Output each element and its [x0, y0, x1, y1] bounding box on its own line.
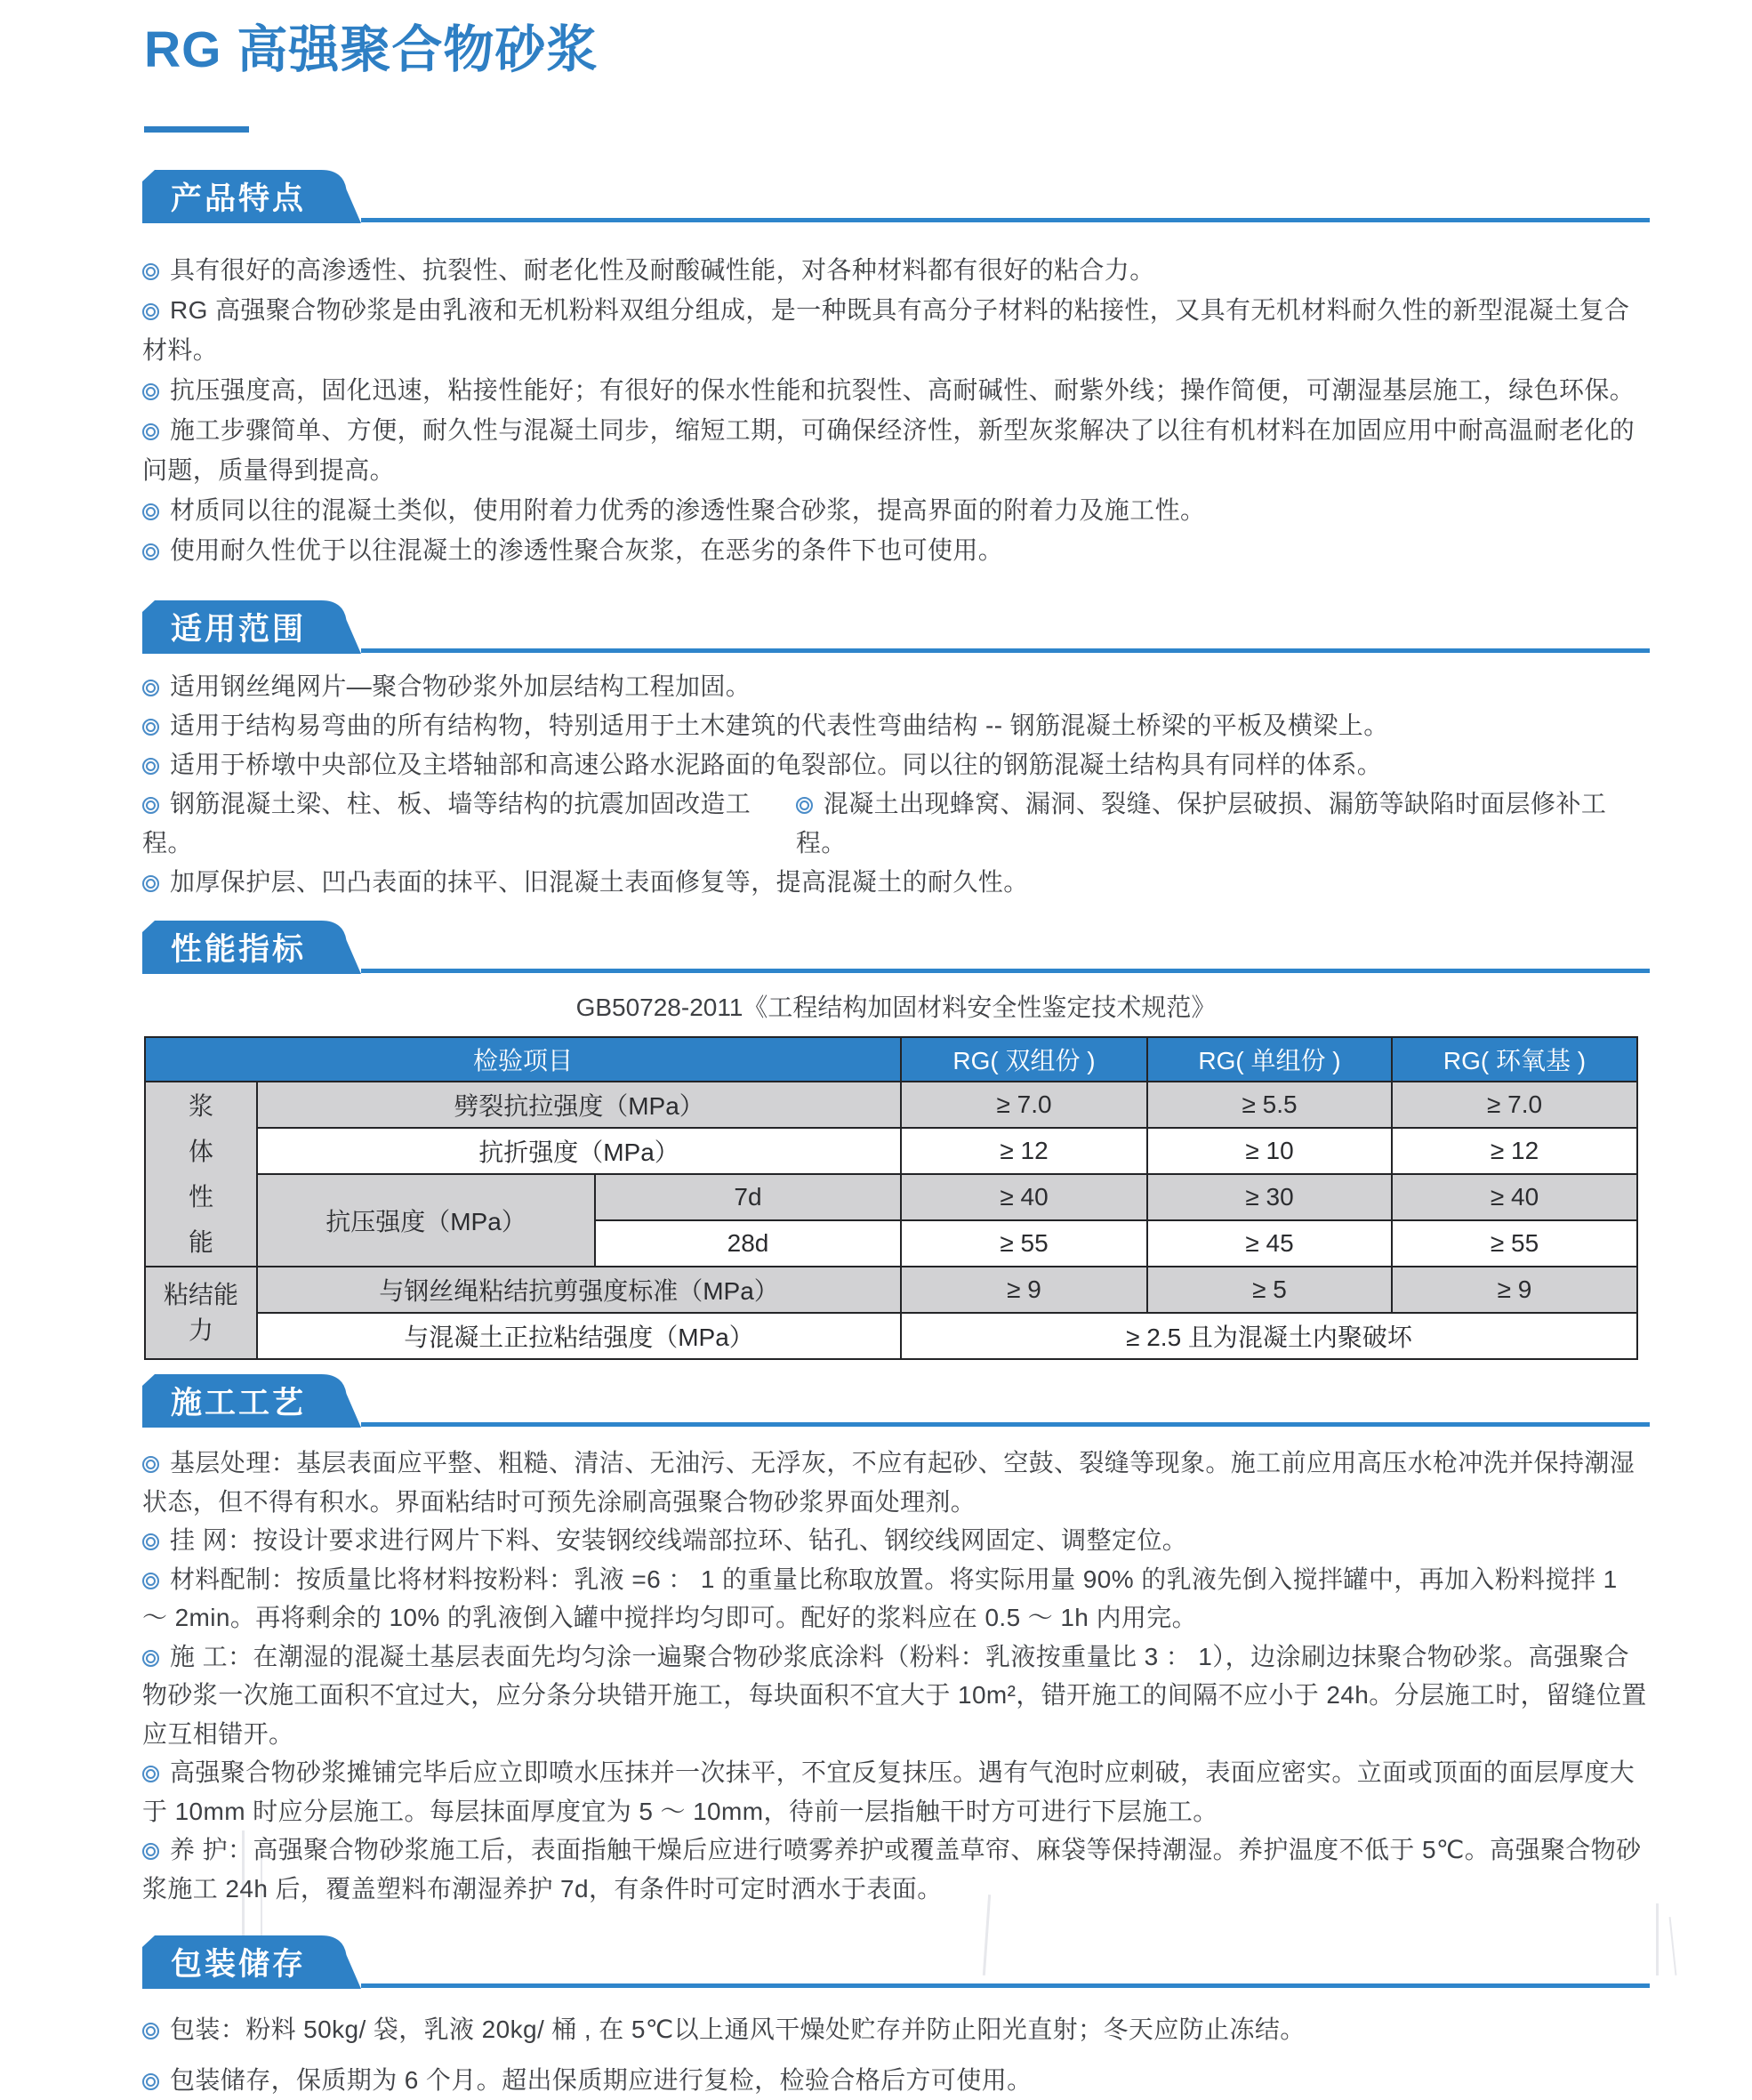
section-header-features [142, 170, 1650, 223]
scope-text: 适用于桥墩中央部位及主塔轴部和高速公路水泥路面的龟裂部位。同以往的钢筋混凝土结构具有同样的体系。 [170, 751, 1383, 778]
table-cell-name: 抗压强度（MPa） [257, 1174, 595, 1267]
scope-text: 混凝土出现蜂窝、漏洞、裂缝、保护层破损、漏筋等缺陷时面层修补工程。 [795, 790, 1607, 857]
table-cell-value-merged: ≥ 2.5 且为混凝土内聚破坏 [901, 1313, 1637, 1359]
bullet-icon [142, 758, 159, 775]
table-row-split-tensile [145, 1082, 1637, 1128]
table-header-rg2: RG( 双组份 ) [901, 1037, 1147, 1082]
table-cell-value: ≥ 12 [1392, 1128, 1637, 1174]
table-cell-value: ≥ 7.0 [1392, 1082, 1637, 1128]
packaging-text: 包装：粉料 50kg/ 袋，乳液 20kg/ 桶 , 在 5℃以上通风干燥处贮存并防止阳光直射；冬天应防止冻结。 [170, 2016, 1306, 2043]
table-cell-value: ≥ 40 [1392, 1174, 1637, 1220]
section-divider-line [361, 969, 1650, 973]
table-cell-value: ≥ 55 [901, 1220, 1147, 1267]
feature-text: 施工步骤简单、方便，耐久性与混凝土同步，缩短工期，可确保经济性，新型灰浆解决了以往有机材料在加固应用中耐高温耐老化的问题，质量得到提高。 [142, 416, 1635, 484]
watermark-sketch-line [1669, 1917, 1677, 1975]
bullet-icon [142, 1533, 159, 1550]
page-title: RG 高强聚合物砂浆 [144, 21, 599, 78]
bullet-icon [142, 875, 159, 892]
bullet-icon [796, 797, 813, 814]
bullet-icon [142, 1843, 159, 1860]
bullet-icon [142, 797, 159, 814]
group-label-slurry: 浆体性能 [145, 1082, 257, 1267]
scope-text: 适用于结构易弯曲的所有结构物，特别适用于土木建筑的代表性弯曲结构 -- 钢筋混凝土桥梁的平板及横梁上。 [170, 712, 1389, 739]
bullet-icon [142, 423, 159, 440]
scope-text: 钢筋混凝土梁、柱、板、墙等结构的抗震加固改造工程。 [142, 790, 751, 857]
table-header-rg1: RG( 单组份 ) [1147, 1037, 1392, 1082]
packaging-text: 包装储存，保质期为 6 个月。超出保质期应进行复检，检验合格后方可使用。 [170, 2066, 1033, 2094]
feature-text: 使用耐久性优于以往混凝土的渗透性聚合灰浆，在恶劣的条件下也可使用。 [170, 536, 1004, 564]
performance-badge [142, 921, 361, 974]
features-list [142, 250, 1650, 570]
table-cell-value: ≥ 40 [901, 1174, 1147, 1220]
section-divider-line [361, 1983, 1650, 1988]
feature-text: 具有很好的高渗透性、抗裂性、耐老化性及耐酸碱性能，对各种材料都有很好的粘合力。 [170, 256, 1155, 284]
bullet-icon [142, 303, 159, 320]
feature-text: 材质同以往的混凝土类似，使用附着力优秀的渗透性聚合砂浆，提高界面的附着力及施工性。 [170, 496, 1206, 524]
scope-item [142, 784, 796, 863]
bullet-icon [142, 1573, 159, 1589]
group-label-bond: 粘结能力 [145, 1267, 257, 1359]
section-title: 性能指标 [170, 932, 306, 967]
table-header-row [145, 1037, 1637, 1082]
watermark-sketch-line [1656, 1903, 1659, 1975]
scope-item [142, 745, 1650, 784]
table-row-tensile-bond [145, 1313, 1637, 1359]
section-title: 适用范围 [170, 612, 306, 647]
table-row-flexural [145, 1128, 1637, 1174]
bullet-icon [142, 503, 159, 520]
feature-item [142, 490, 1650, 530]
table-cell-value: ≥ 45 [1147, 1220, 1392, 1267]
bullet-icon [142, 383, 159, 400]
process-text: 挂 网：按设计要求进行网片下料、安装钢绞线端部拉环、钻孔、钢绞线网固定、调整定位。 [170, 1526, 1188, 1554]
scope-list [142, 667, 1650, 902]
section-header-process [142, 1374, 1650, 1428]
section-title: 产品特点 [170, 181, 306, 216]
section-title: 施工工艺 [170, 1386, 306, 1420]
content-column [142, 0, 1650, 2100]
table-cell-age: 7d [595, 1174, 901, 1220]
packaging-badge [142, 1935, 361, 1989]
section-header-performance [142, 921, 1650, 974]
table-cell-value: ≥ 5 [1147, 1267, 1392, 1313]
feature-text: RG 高强聚合物砂浆是由乳液和无机粉料双组分组成，是一种既具有高分子材料的粘接性，又具有无机材料耐久性的新型混凝土复合材料。 [142, 296, 1630, 364]
process-step [142, 1830, 1650, 1908]
table-cell-name: 劈裂抗拉强度（MPa） [257, 1082, 901, 1128]
table-cell-value: ≥ 10 [1147, 1128, 1392, 1174]
scope-item [142, 667, 1650, 706]
table-row-compressive-7d [145, 1174, 1637, 1220]
process-step [142, 1444, 1650, 1521]
bullet-icon [142, 719, 159, 736]
table-cell-value: ≥ 9 [1392, 1267, 1637, 1313]
feature-item [142, 250, 1650, 290]
packaging-item [142, 2010, 1650, 2049]
process-step [142, 1753, 1650, 1830]
table-cell-value: ≥ 7.0 [901, 1082, 1147, 1128]
section-divider-line [361, 1422, 1650, 1427]
table-cell-value: ≥ 5.5 [1147, 1082, 1392, 1128]
section-divider-line [361, 218, 1650, 222]
bullet-icon [142, 2023, 159, 2040]
process-step [142, 1637, 1650, 1754]
process-text: 基层处理：基层表面应平整、粗糙、清洁、无油污、无浮灰，不应有起砂、空鼓、裂缝等现象。施工前应用高压水枪冲洗并保持潮湿状态，但不得有积水。界面粘结时可预先涂刷高强聚合物砂浆界面处理剂。 [142, 1449, 1635, 1516]
bullet-icon [142, 680, 159, 696]
section-header-packaging [142, 1935, 1650, 1989]
process-step [142, 1560, 1650, 1637]
table-cell-value: ≥ 30 [1147, 1174, 1392, 1220]
scope-badge [142, 600, 361, 654]
bullet-icon [142, 2073, 159, 2090]
bullet-icon [142, 263, 159, 280]
table-cell-value: ≥ 12 [901, 1128, 1147, 1174]
feature-item [142, 530, 1650, 570]
table-cell-name: 与混凝土正拉粘结强度（MPa） [257, 1313, 901, 1359]
process-list [142, 1444, 1650, 1908]
bullet-icon [142, 543, 159, 560]
standard-caption: GB50728-2011《工程结构加固材料安全性鉴定技术规范》 [575, 994, 1217, 1021]
table-row-shear-bond [145, 1267, 1637, 1313]
table-cell-age: 28d [595, 1220, 901, 1267]
scope-item [796, 784, 1650, 863]
table-cell-name: 与钢丝绳粘结抗剪强度标准（MPa） [257, 1267, 901, 1313]
section-divider-line [361, 648, 1650, 653]
process-badge [142, 1374, 361, 1428]
process-text: 养 护：高强聚合物砂浆施工后，表面指触干燥后应进行喷雾养护或覆盖草帘、麻袋等保持潮湿。养护温度不低于 5℃。高强聚合物砂浆施工 24h 后，覆盖塑料布潮湿养护 7d，有条件时可定时洒水于表面。 [142, 1836, 1642, 1903]
feature-item [142, 370, 1650, 410]
table-header-epoxy: RG( 环氧基 ) [1392, 1037, 1637, 1082]
title-underline [144, 126, 249, 133]
feature-text: 抗压强度高，固化迅速，粘接性能好；有很好的保水性能和抗裂性、高耐碱性、耐紫外线；操作简便，可潮湿基层施工，绿色环保。 [170, 376, 1635, 404]
scope-text: 适用钢丝绳网片—聚合物砂浆外加层结构工程加固。 [170, 672, 751, 700]
scope-text: 加厚保护层、凹凸表面的抹平、旧混凝土表面修复等，提高混凝土的耐久性。 [170, 868, 1029, 896]
bullet-icon [142, 1456, 159, 1473]
process-text: 高强聚合物砂浆摊铺完毕后应立即喷水压抹并一次抹平，不宜反复抹压。遇有气泡时应刺破，表面应密实。立面或顶面的面层厚度大于 10mm 时应分层施工。每层抹面厚度宜为 5 ～ 10mm，待前一层指触干时方可进行下层施工。 [142, 1758, 1635, 1825]
table-cell-value: ≥ 55 [1392, 1220, 1637, 1267]
packaging-list [142, 2010, 1650, 2100]
feature-item [142, 290, 1650, 370]
scope-item [142, 706, 1650, 745]
process-text: 材料配制：按质量比将材料按粉料：乳液 =6 ： 1 的重量比称取放置。将实际用量 90% 的乳液先倒入搅拌罐中，再加入粉料搅拌 1 ～ 2min。再将剩余的 10% 的乳液倒入罐中搅拌均匀即可。配好的浆料应在 0.5 ～ 1h 内用完。 [142, 1565, 1618, 1631]
table-cell-name: 抗折强度（MPa） [257, 1128, 901, 1174]
packaging-item [142, 2061, 1650, 2100]
process-text: 施 工：在潮湿的混凝土基层表面先均匀涂一遍聚合物砂浆底涂料（粉料：乳液按重量比 3 ： 1），边涂刷边抹聚合物砂浆。高强聚合物砂浆一次施工面积不宜过大，应分条分块错开施工，每块面积不宜大于 10m²，错开施工的间隔不应小于 24h。分层施工时，留缝位置应互相错开。 [142, 1642, 1647, 1748]
feature-item [142, 410, 1650, 490]
performance-table [144, 1036, 1638, 1360]
process-step [142, 1521, 1650, 1560]
features-badge [142, 170, 361, 223]
section-header-scope [142, 600, 1650, 654]
table-cell-value: ≥ 9 [901, 1267, 1147, 1313]
bullet-icon [142, 1650, 159, 1667]
table-header-item: 检验项目 [145, 1037, 901, 1082]
section-title: 包装储存 [170, 1947, 306, 1982]
scope-item-pair [142, 784, 1650, 863]
scope-item [142, 863, 1650, 902]
bullet-icon [142, 1766, 159, 1782]
